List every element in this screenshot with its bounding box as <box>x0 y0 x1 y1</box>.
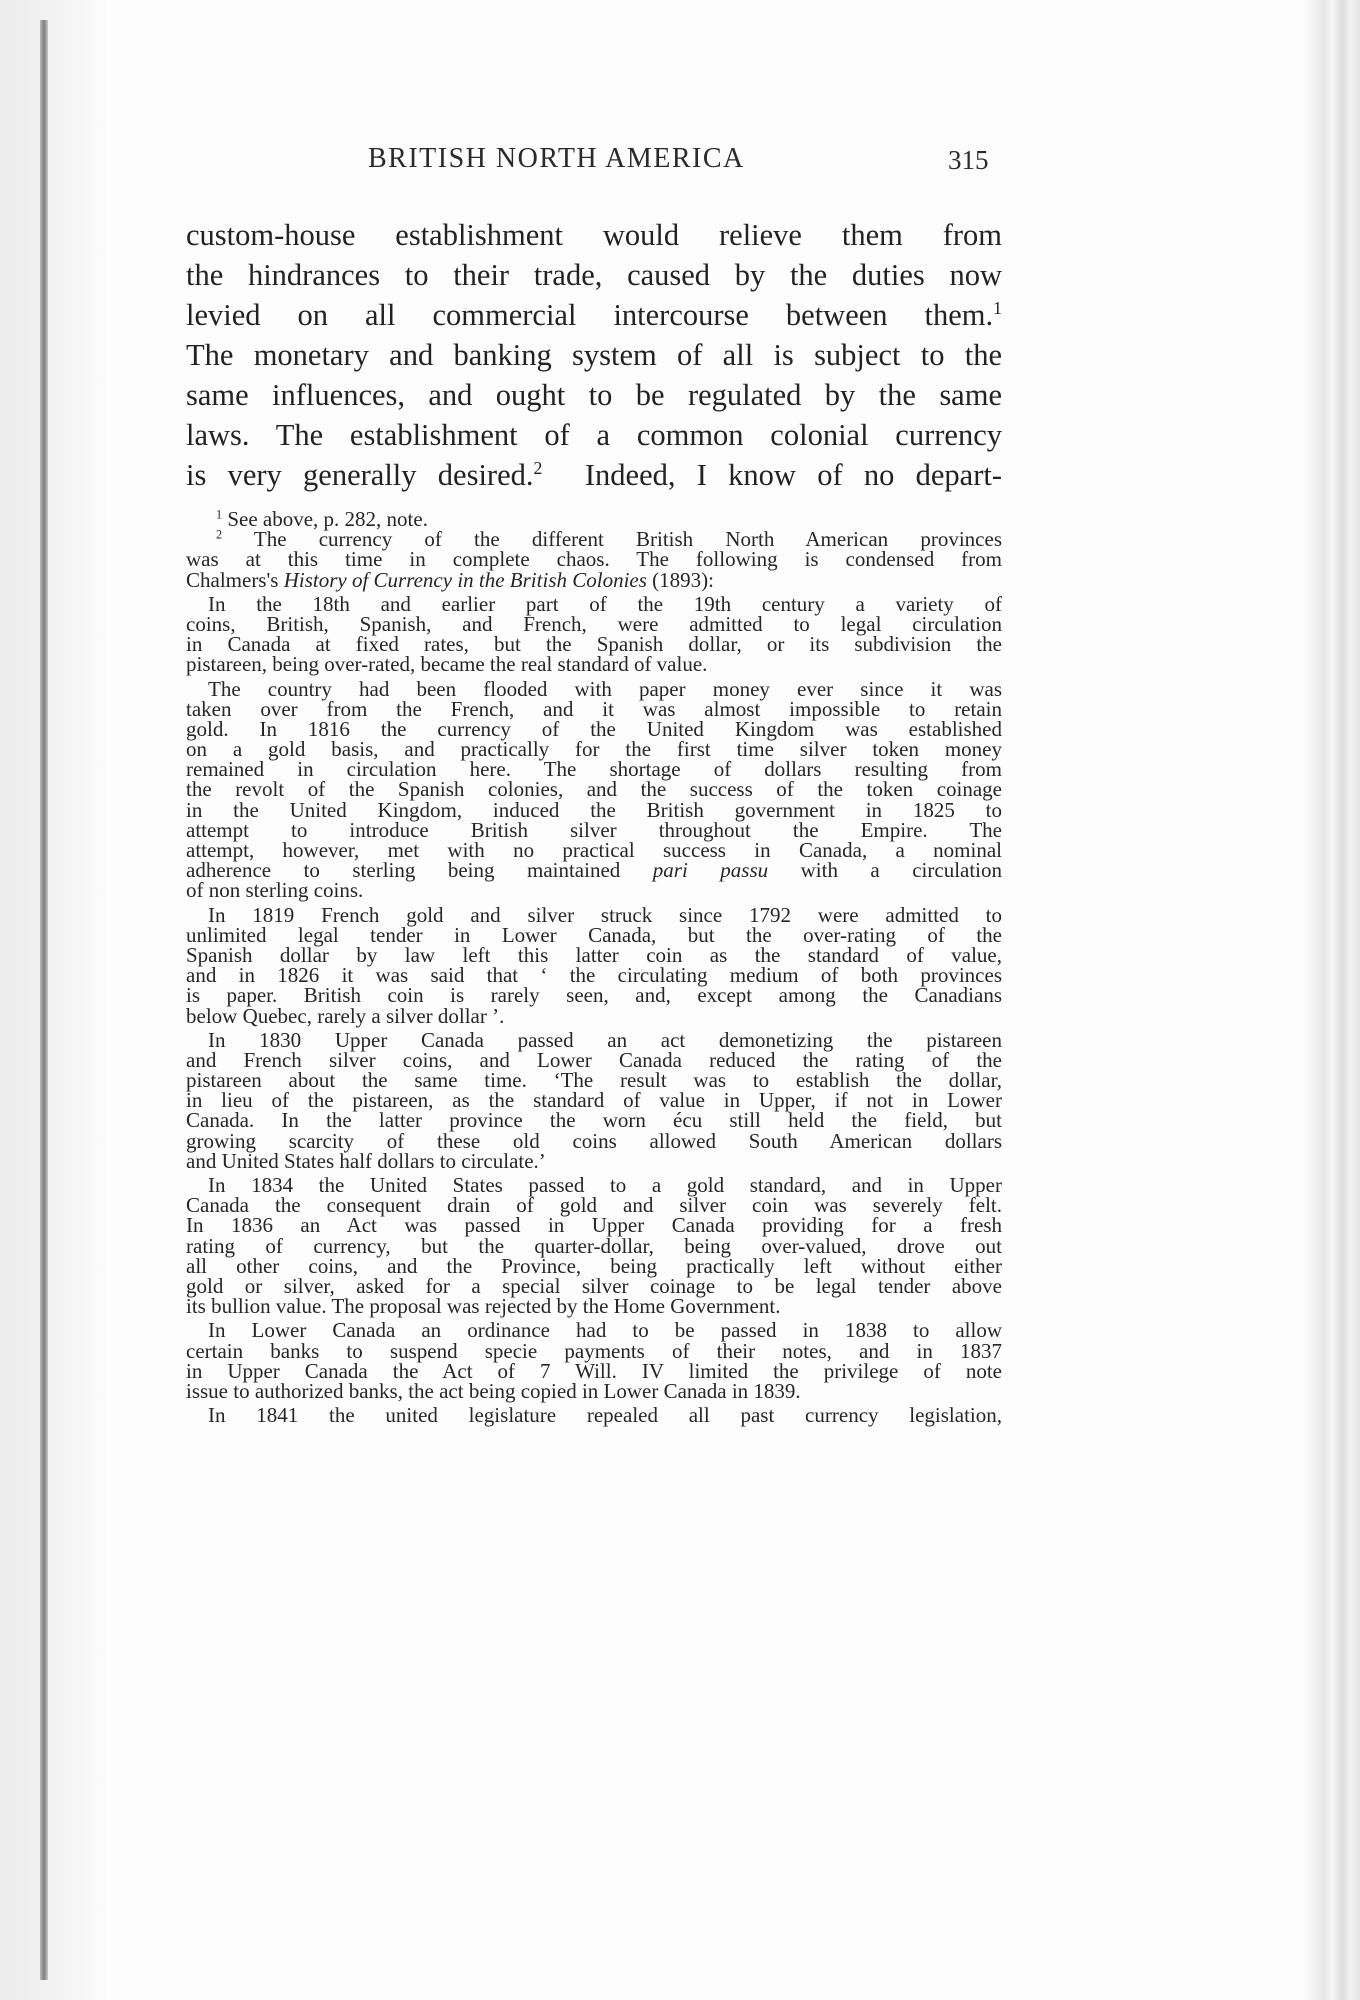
footnote-2-line: $^2$ The currency of the different British North American provinces <box>216 527 1002 552</box>
body-text <box>186 215 1002 495</box>
footnote-2-line: unlimited legal tender in Lower Canada, but the over-rating of the <box>186 922 1002 947</box>
footnote-2-line: on a gold basis, and practically for the first time silver token money <box>186 737 1002 762</box>
footnotes <box>186 507 1003 1428</box>
running-head: BRITISH NORTH AMERICA <box>368 143 745 174</box>
footnote-2-line: of non sterling coins. <box>186 878 364 903</box>
footnote-2-line: and in 1826 it was said that ‘ the circulating medium of both provinces <box>186 963 1002 988</box>
footnote-2-line: below Quebec, rarely a silver dollar ’. <box>186 1003 505 1028</box>
body-line: levied on all commercial intercourse between them.$^1$ <box>186 298 1002 332</box>
footnote-2-line: In the 18th and earlier part of the 19th century a variety of <box>208 591 1002 616</box>
footnote-2-line: all other coins, and the Province, being practically left without either <box>186 1253 1002 1278</box>
footnote-ref-1: 1 <box>993 298 1002 319</box>
footnote-2-line: attempt to introduce British silver throughout the Empire. The <box>186 817 1002 842</box>
footnote-2-line: In 1819 French gold and silver struck since 1792 were admitted to <box>208 902 1002 927</box>
footnote-2-line: gold or silver, asked for a special silver coinage to be legal tender above <box>186 1273 1002 1298</box>
footnote-2-line: the revolt of the Spanish colonies, and the success of the token coinage <box>186 777 1002 802</box>
page-number: 315 <box>948 145 989 175</box>
footnote-2-line: In 1830 Upper Canada passed an act demonetizing the pistareen <box>208 1027 1002 1052</box>
binding-edge <box>40 20 48 1980</box>
footnote-2-line: and French silver coins, and Lower Canada reduced the rating of the <box>186 1047 1002 1072</box>
footnote-2-line: growing scarcity of these old coins allowed South American dollars <box>186 1128 1002 1153</box>
footnote-1: $^1$ See above, p. 282, note. <box>216 507 428 531</box>
body-line: the hindrances to their trade, caused by the duties now <box>186 258 1002 292</box>
footnote-2-line: In Lower Canada an ordinance had to be passed in 1838 to allow <box>208 1318 1002 1343</box>
footnote-2-line: taken over from the French, and it was almost impossible to retain <box>186 696 1002 721</box>
footnote-2-line: rating of currency, but the quarter-dollar, being over-valued, drove out <box>186 1233 1002 1258</box>
footnote-2-line: remained in circulation here. The shortage of dollars resulting from <box>186 757 1002 782</box>
footnote-2-line: pistareen, being over-rated, became the real standard of value. <box>186 652 708 677</box>
body-line: The monetary and banking system of all is subject to the <box>186 338 1002 372</box>
footnote-ref-2: 2 <box>533 458 543 479</box>
footnote-2-line: its bullion value. The proposal was rejected by the Home Government. <box>186 1294 781 1319</box>
footnote-2-line: certain banks to suspend specie payments of their notes, and in 1837 <box>186 1338 1002 1363</box>
body-line: is very generally desired.$^2$ Indeed, I know of no depart- <box>186 458 1002 492</box>
footnote-2-line: adherence to sterling being maintained pari passu with a circulation <box>186 858 1003 883</box>
page-gutter-shadow <box>0 0 105 2000</box>
footnote-2-line: Canada. In the latter province the worn écu still held the field, but <box>186 1108 1002 1133</box>
footnote-2-line: In 1841 the united legislature repealed all past currency legislation, <box>208 1403 1002 1428</box>
latin-phrase: pari passu <box>652 858 769 883</box>
footnote-2-line: coins, British, Spanish, and French, were admitted to legal circulation <box>186 611 1002 636</box>
footnote-2-line: and United States half dollars to circulate.’ <box>186 1148 546 1173</box>
page-header <box>368 143 1008 183</box>
footnote-2-line: in Upper Canada the Act of 7 Will. IV limited the privilege of note <box>186 1358 1002 1383</box>
footnote-2-line: gold. In 1816 the currency of the United Kingdom was established <box>186 716 1002 741</box>
footnote-2-line: The country had been flooded with paper money ever since it was <box>208 676 1002 701</box>
body-line: same influences, and ought to be regulated by the same <box>186 378 1002 412</box>
footnote-2-line: is paper. British coin is rarely seen, and, except among the Canadians <box>186 983 1002 1008</box>
page-fore-edge <box>1302 0 1360 2000</box>
body-line: laws. The establishment of a common colonial currency <box>186 418 1002 452</box>
footnote-2-line: in the United Kingdom, induced the British government in 1825 to <box>186 797 1002 822</box>
footnote-2-line: Spanish dollar by law left this latter coin as the standard of value, <box>186 942 1002 967</box>
footnote-2-line: in Canada at fixed rates, but the Spanish dollar, or its subdivision the <box>186 632 1002 657</box>
footnote-2-line: attempt, however, met with no practical success in Canada, a nominal <box>186 838 1002 862</box>
footnote-2-line: Canada the consequent drain of gold and silver coin was severely felt. <box>186 1193 1002 1218</box>
footnote-2-line: pistareen about the same time. ‘The result was to establish the dollar, <box>186 1068 1002 1093</box>
body-line: custom-house establishment would relieve them from <box>186 218 1002 252</box>
footnote-2-line: issue to authorized banks, the act being copied in Lower Canada in 1839. <box>186 1378 801 1403</box>
footnote-2-line: was at this time in complete chaos. The following is condensed from <box>186 547 1002 572</box>
footnote-2-line: In 1834 the United States passed to a gold standard, and in Upper <box>208 1173 1002 1197</box>
footnote-2-line: In 1836 an Act was passed in Upper Canada providing for a fresh <box>186 1213 1002 1238</box>
book-title: History of Currency in the British Colonies <box>283 567 647 592</box>
footnote-2-line: Chalmers's History of Currency in the British Colonies (1893): <box>186 567 714 592</box>
footnote-2-line: in lieu of the pistareen, as the standard of value in Upper, if not in Lower <box>186 1088 1002 1113</box>
